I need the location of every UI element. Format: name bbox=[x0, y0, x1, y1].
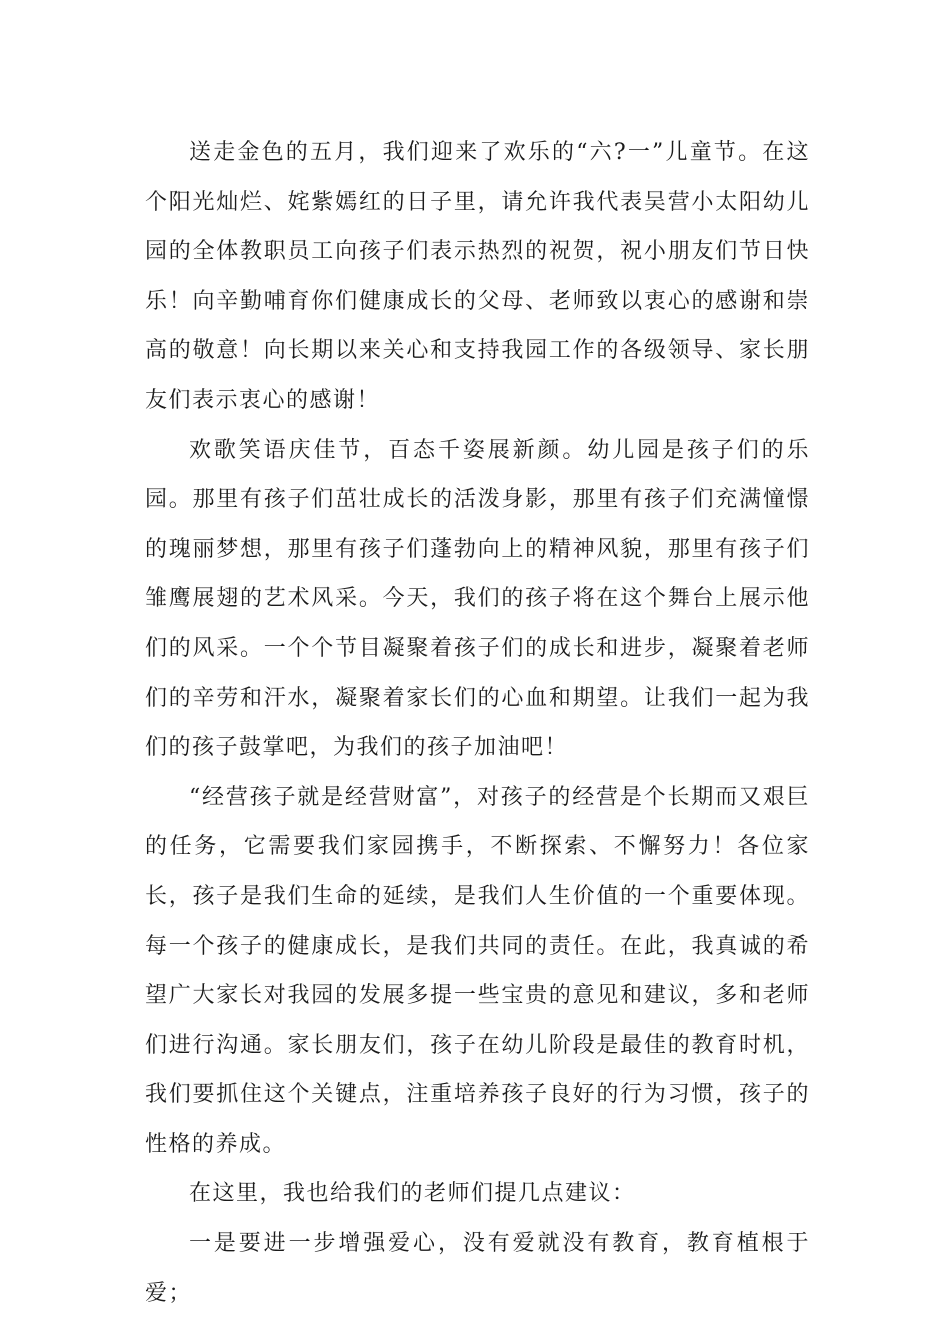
document-body bbox=[145, 128, 810, 1318]
paragraph-teachers-intro: 在这里，我也给我们的老师们提几点建议： bbox=[189, 1181, 636, 1207]
paragraph-celebration: 欢歌笑语庆佳节，百态千姿展新颜。幼儿园是孩子们的乐园。那里有孩子们茁壮成长的活泼身影，那里有孩子们充满憧憬的瑰丽梦想，那里有孩子们蓬勃向上的精神风貌，那里有孩子们雏鹰展翅的艺术风采。今天，我们的孩子将在这个舞台上展示他们的风采。一个个节目凝聚着孩子们的成长和进步，凝聚着老师们的辛劳和汗水，凝聚着家长们的心血和期望。让我们一起为我们的孩子鼓掌吧，为我们的孩子加油吧！ bbox=[145, 437, 810, 761]
paragraph-greeting: 送走金色的五月，我们迎来了欢乐的“六?一”儿童节。在这个阳光灿烂、姹紫嫣红的日子里，请允许我代表吴营小太阳幼儿园的全体教职员工向孩子们表示热烈的祝贺，祝小朋友们节日快乐！向辛勤哺育你们健康成长的父母、老师致以衷心的感谢和崇高的敬意！向长期以来关心和支持我园工作的各级领导、家长朋友们表示衷心的感谢！ bbox=[145, 140, 810, 413]
paragraph-suggestion-one: 一是要进一步增强爱心，没有爱就没有教育，教育植根于爱； bbox=[145, 1231, 810, 1306]
paragraph-parents: “经营孩子就是经营财富”，对孩子的经营是个长期而又艰巨的任务，它需要我们家园携手，不断探索、不懈努力！各位家长，孩子是我们生命的延续，是我们人生价值的一个重要体现。每一个孩子的健康成长，是我们共同的责任。在此，我真诚的希望广大家长对我园的发展多提一些宝贵的意见和建议，多和老师们进行沟通。家长朋友们，孩子在幼儿阶段是最佳的教育时机，我们要抓住这个关键点，注重培养孩子良好的行为习惯，孩子的性格的养成。 bbox=[145, 784, 810, 1157]
